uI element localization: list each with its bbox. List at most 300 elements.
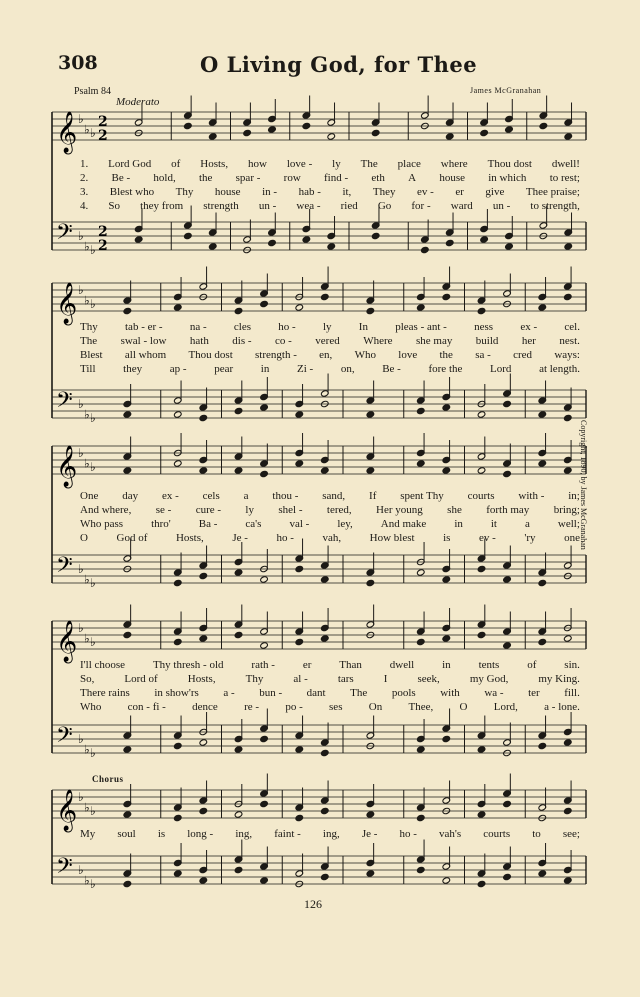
key-flat: ♭ (78, 621, 84, 635)
lyric-syllable: Lord of (124, 673, 158, 685)
lyric-syllable: ex - (161, 490, 179, 502)
note-head (260, 735, 269, 742)
lyric-syllable: 1. (80, 158, 89, 170)
key-flat: ♭ (84, 239, 90, 254)
lyric-syllable: ses (329, 701, 343, 713)
lyric-line (80, 363, 580, 377)
lyric-syllable: ho - (276, 532, 294, 544)
note-head (538, 579, 547, 586)
lyric-syllable: tars (337, 673, 354, 685)
lyric-syllable: tered, (326, 504, 352, 516)
lyric-syllable: un - (492, 200, 511, 212)
lyric-syllable: the (198, 172, 213, 184)
lyric-syllable: hab - (298, 186, 321, 198)
lyric-syllable: dwell (389, 659, 415, 671)
note-head (477, 565, 486, 572)
note-head (234, 467, 243, 474)
lyric-syllable: 'ry (524, 532, 536, 544)
note-head (295, 460, 304, 467)
note-head (480, 129, 489, 136)
lyric-syllable: ing, (322, 828, 340, 840)
note-head (260, 800, 269, 807)
lyric-syllable: Go (377, 200, 392, 212)
lyric-syllable: ing, (235, 828, 253, 840)
key-flat: ♭ (78, 790, 84, 804)
note-head (505, 243, 514, 250)
note-head (234, 307, 243, 314)
lyric-syllable: On (368, 701, 383, 713)
key-flat: ♭ (78, 732, 84, 746)
lyric-syllable: dence (192, 701, 218, 713)
lyric-syllable: 3. (80, 186, 89, 198)
lyric-syllable: 4. (80, 200, 89, 212)
lyric-syllable: en, (319, 349, 333, 361)
lyric-syllable: in (454, 518, 463, 530)
note-head (295, 638, 304, 645)
note-head (123, 746, 132, 753)
lyric-syllable: re - (244, 701, 260, 713)
key-flat: ♭ (90, 746, 96, 760)
lyric-syllable: The (80, 335, 98, 347)
lyric-line (80, 687, 580, 701)
note-head (538, 870, 547, 877)
lyric-syllable: Thy thresh - old (152, 659, 224, 671)
lyric-syllable: er (455, 186, 464, 198)
lyric-syllable: in (442, 659, 451, 671)
lyric-line (80, 200, 580, 214)
lyric-syllable: Than (339, 659, 362, 671)
lyric-syllable: courts (467, 490, 495, 502)
note-head (123, 811, 132, 818)
lyric-syllable: bring; (553, 504, 580, 516)
lyric-syllable: ly (322, 321, 332, 333)
lyric-syllable: of (171, 158, 181, 170)
note-head (503, 873, 512, 880)
hymn-title: O Living God, for Thee (200, 52, 478, 77)
treble-clef: 𝄞 (56, 790, 78, 831)
lyric-syllable: dis - (232, 335, 252, 347)
lyric-syllable: of (527, 659, 537, 671)
lyric-syllable: nest. (559, 335, 580, 347)
lyric-syllable: the (439, 349, 453, 361)
lyric-syllable: where (440, 158, 468, 170)
lyric-line (80, 490, 580, 504)
key-flat: ♭ (84, 122, 90, 137)
lyric-syllable: hold, (153, 172, 176, 184)
lyric-syllable: fill. (564, 687, 580, 699)
note-head (123, 411, 132, 418)
note-head (234, 407, 243, 414)
note-head (366, 467, 375, 474)
lyric-syllable: sand, (322, 490, 346, 502)
lyric-syllable: courts (483, 828, 511, 840)
bass-clef: 𝄢 (56, 854, 73, 884)
note-head (371, 129, 380, 136)
lyric-syllable: O (80, 532, 88, 544)
lyric-syllable: ward (450, 200, 473, 212)
lyric-syllable: Be - (382, 363, 401, 375)
note-head (199, 414, 208, 421)
lyric-syllable: spar - (235, 172, 261, 184)
key-flat: ♭ (90, 297, 96, 311)
lyric-syllable: find - (324, 172, 349, 184)
lyric-syllable: spent Thy (400, 490, 444, 502)
note-head (260, 470, 269, 477)
note-head (416, 304, 425, 311)
lyric-syllable: they (123, 363, 143, 375)
chorus-label: Chorus (92, 774, 124, 784)
lyric-syllable: Blest who (109, 186, 155, 198)
note-head (321, 635, 330, 642)
lyric-syllable: And make (380, 518, 427, 530)
lyric-syllable: er (302, 659, 312, 671)
time-signature: 2 (98, 114, 108, 130)
lyric-syllable: a - (223, 687, 235, 699)
note-head (234, 866, 243, 873)
lyric-syllable: ness (474, 321, 494, 333)
lyric-syllable: love - (286, 158, 313, 170)
lyric-syllable: build (475, 335, 499, 347)
note-head (199, 877, 208, 884)
lyric-syllable: my King. (538, 673, 580, 685)
note-head (268, 126, 277, 133)
lyric-syllable: dant (306, 687, 326, 699)
lyric-syllable: a (243, 490, 249, 502)
lyric-syllable: they from (140, 200, 184, 212)
lyric-syllable: long - (187, 828, 214, 840)
lyric-syllable: bun - (259, 687, 283, 699)
key-flat: ♭ (84, 873, 90, 888)
lyric-syllable: how (248, 158, 267, 170)
note-head (564, 877, 573, 884)
note-head (442, 467, 451, 474)
lyric-syllable: in which (488, 172, 527, 184)
lyric-syllable: pleas - ant - (395, 321, 447, 333)
key-flat: ♭ (90, 804, 96, 818)
lyric-syllable: tab - er - (125, 321, 163, 333)
lyric-syllable: vah's (439, 828, 462, 840)
lyric-syllable: And where, (80, 504, 132, 516)
note-head (123, 467, 132, 474)
lyric-syllable: wea - (296, 200, 321, 212)
note-head (371, 232, 380, 239)
time-signature: 2 (98, 238, 108, 254)
lyric-syllable: val - (289, 518, 310, 530)
lyric-syllable: ca's (245, 518, 262, 530)
lyric-syllable: Hosts, (187, 673, 216, 685)
note-head (480, 236, 489, 243)
lyric-line (80, 321, 580, 335)
note-head (416, 569, 425, 576)
note-head (564, 133, 573, 140)
key-flat: ♭ (90, 877, 96, 891)
note-head (268, 239, 277, 246)
note-head (134, 236, 143, 243)
lyric-syllable: thou - (272, 490, 299, 502)
lyric-syllable: a - lone. (544, 701, 580, 713)
lyric-syllable: Thou dost (487, 158, 532, 170)
lyric-syllable: swal - low (120, 335, 167, 347)
tempo-marking: Moderato (116, 96, 160, 108)
lyric-line (80, 701, 580, 715)
key-flat: ♭ (78, 283, 84, 297)
lyric-syllable: Thy (80, 321, 98, 333)
note-head (416, 746, 425, 753)
note-head (477, 467, 486, 474)
lyric-syllable: day (122, 490, 139, 502)
note-head (538, 304, 547, 311)
key-flat: ♭ (90, 126, 96, 140)
copyright-notice: Copyright, 1890, by James McGranahan (579, 420, 588, 550)
note-head (366, 579, 375, 586)
key-flat: ♭ (84, 407, 90, 422)
note-head (477, 411, 486, 418)
key-flat: ♭ (84, 572, 90, 587)
note-head (445, 133, 454, 140)
key-flat: ♭ (84, 800, 90, 815)
key-flat: ♭ (90, 635, 96, 649)
key-flat: ♭ (90, 411, 96, 425)
note-head (416, 866, 425, 873)
lyric-syllable: pear (214, 363, 234, 375)
note-head (564, 293, 573, 300)
lyric-syllable: to strength, (530, 200, 580, 212)
note-head (564, 243, 573, 250)
note-head (503, 576, 512, 583)
note-head (173, 411, 182, 418)
lyric-syllable: ap - (169, 363, 187, 375)
note-head (564, 739, 573, 746)
note-head (199, 739, 208, 746)
note-head (199, 572, 208, 579)
note-head (173, 304, 182, 311)
note-head (260, 576, 269, 583)
lyric-syllable: There rains (80, 687, 130, 699)
note-head (421, 246, 430, 253)
note-head (173, 579, 182, 586)
lyric-syllable: con - fi - (127, 701, 166, 713)
bass-clef: 𝄢 (56, 388, 73, 418)
note-head (199, 807, 208, 814)
note-head (538, 411, 547, 418)
lyric-syllable: is (443, 532, 451, 544)
lyric-syllable: My (80, 828, 96, 840)
lyric-syllable: al - (293, 673, 308, 685)
lyric-syllable: Je - (232, 532, 248, 544)
lyric-syllable: in show'rs (154, 687, 199, 699)
note-head (123, 307, 132, 314)
treble-clef: 𝄞 (56, 112, 78, 153)
lyric-syllable: rath - (251, 659, 275, 671)
lyric-syllable: They (372, 186, 396, 198)
lyric-syllable: ho - (399, 828, 417, 840)
bass-clef: 𝄢 (56, 723, 73, 753)
lyric-syllable: ways: (554, 349, 580, 361)
page-number: 126 (304, 897, 322, 911)
lyric-syllable: thro' (151, 518, 171, 530)
lyric-syllable: Who (354, 349, 376, 361)
key-flat: ♭ (84, 456, 90, 471)
note-head (295, 411, 304, 418)
key-flat: ♭ (78, 397, 84, 411)
lyric-syllable: to rest; (549, 172, 580, 184)
lyric-syllable: a (525, 518, 530, 530)
lyric-syllable: is (157, 828, 166, 840)
bass-clef: 𝄢 (56, 553, 73, 583)
note-head (477, 307, 486, 314)
lyric-syllable: Zi - (296, 363, 314, 375)
lyric-syllable: one (564, 532, 580, 544)
lyric-syllable: ly (332, 158, 341, 170)
note-head (442, 735, 451, 742)
time-signature: 2 (98, 128, 108, 144)
note-head (564, 807, 573, 814)
note-head (173, 814, 182, 821)
lyric-syllable: po - (285, 701, 303, 713)
lyric-syllable: cred (513, 349, 533, 361)
lyric-syllable: well; (557, 518, 580, 530)
lyric-syllable: vered (315, 335, 340, 347)
lyric-syllable: Hosts, (175, 532, 204, 544)
key-flat: ♭ (78, 562, 84, 576)
treble-clef: 𝄞 (56, 621, 78, 662)
note-head (503, 642, 512, 649)
lyric-syllable: Her young (376, 504, 423, 516)
lyric-syllable: Thou dost (188, 349, 233, 361)
lyric-syllable: cels (202, 490, 220, 502)
treble-clef: 𝄞 (56, 283, 78, 324)
key-flat: ♭ (78, 229, 84, 243)
lyric-syllable: fore the (428, 363, 463, 375)
lyric-syllable: cure - (195, 504, 222, 516)
lyric-syllable: sin. (564, 659, 580, 671)
note-head (416, 638, 425, 645)
lyric-syllable: Who (80, 701, 102, 713)
lyric-syllable: Who pass (80, 518, 124, 530)
note-head (564, 414, 573, 421)
note-head (260, 877, 269, 884)
note-head (366, 307, 375, 314)
note-head (234, 811, 243, 818)
lyric-syllable: If (369, 490, 377, 502)
lyric-syllable: Blest (80, 349, 103, 361)
lyric-syllable: Hosts, (200, 158, 229, 170)
note-head (123, 631, 132, 638)
lyric-syllable: on, (340, 363, 355, 375)
note-head (302, 122, 311, 129)
lyric-syllable: un - (258, 200, 277, 212)
lyric-syllable: God of (116, 532, 148, 544)
lyric-syllable: Thee, (408, 701, 434, 713)
note-head (234, 569, 243, 576)
lyric-syllable: Thy (245, 673, 264, 685)
lyric-syllable: A (408, 172, 417, 184)
time-signature: 2 (98, 224, 108, 240)
note-head (123, 880, 132, 887)
lyric-syllable: ly (245, 504, 254, 516)
lyric-line (80, 518, 580, 532)
key-flat: ♭ (84, 293, 90, 308)
note-head (184, 122, 193, 129)
key-flat: ♭ (90, 576, 96, 590)
note-head (564, 635, 573, 642)
lyric-syllable: soul (117, 828, 136, 840)
lyric-syllable: with - (518, 490, 545, 502)
note-head (503, 470, 512, 477)
key-flat: ♭ (78, 863, 84, 877)
lyric-syllable: Lord, (493, 701, 518, 713)
note-head (295, 746, 304, 753)
lyric-syllable: Ba - (198, 518, 218, 530)
lyric-syllable: at length. (539, 363, 580, 375)
key-flat: ♭ (90, 460, 96, 474)
note-head (416, 460, 425, 467)
lyric-syllable: to (532, 828, 541, 840)
lyric-syllable: The (360, 158, 378, 170)
lyric-syllable: na - (189, 321, 207, 333)
note-head (538, 742, 547, 749)
note-head (477, 631, 486, 638)
lyric-line (80, 504, 580, 518)
note-head (184, 232, 193, 239)
note-head (442, 404, 451, 411)
note-head (366, 870, 375, 877)
lyric-syllable: The (350, 687, 368, 699)
lyric-syllable: Till (80, 363, 96, 375)
lyric-syllable: faint - (274, 828, 301, 840)
note-head (260, 300, 269, 307)
note-head (321, 293, 330, 300)
lyric-syllable: hath (189, 335, 209, 347)
lyric-syllable: shel - (278, 504, 303, 516)
lyric-syllable: seek, (417, 673, 440, 685)
note-head (327, 243, 336, 250)
lyric-syllable: with (440, 687, 460, 699)
note-head (442, 877, 451, 884)
lyric-syllable: it (490, 518, 497, 530)
note-head (366, 411, 375, 418)
lyric-syllable: eth (371, 172, 385, 184)
note-head (173, 460, 182, 467)
note-head (327, 133, 336, 140)
lyric-syllable: love (398, 349, 418, 361)
lyric-line (80, 673, 580, 687)
lyric-syllable: all whom (124, 349, 167, 361)
lyric-syllable: dwell! (551, 158, 580, 170)
lyric-syllable: she (447, 504, 462, 516)
lyric-line (80, 186, 580, 200)
note-head (243, 129, 252, 136)
note-head (208, 243, 217, 250)
lyric-syllable: forth may (486, 504, 530, 516)
lyric-syllable: place (397, 158, 421, 170)
lyric-syllable: ter (528, 687, 540, 699)
lyric-line (80, 349, 580, 363)
note-head (321, 576, 330, 583)
note-head (505, 126, 514, 133)
note-head (416, 407, 425, 414)
lyric-syllable: Lord God (108, 158, 152, 170)
note-head (503, 800, 512, 807)
lyric-syllable: O (459, 701, 468, 713)
lyric-syllable: strength - (255, 349, 297, 361)
note-head (442, 576, 451, 583)
note-head (538, 638, 547, 645)
lyric-syllable: sa - (475, 349, 491, 361)
note-head (173, 638, 182, 645)
key-flat: ♭ (78, 112, 84, 126)
lyric-syllable: in (260, 363, 270, 375)
